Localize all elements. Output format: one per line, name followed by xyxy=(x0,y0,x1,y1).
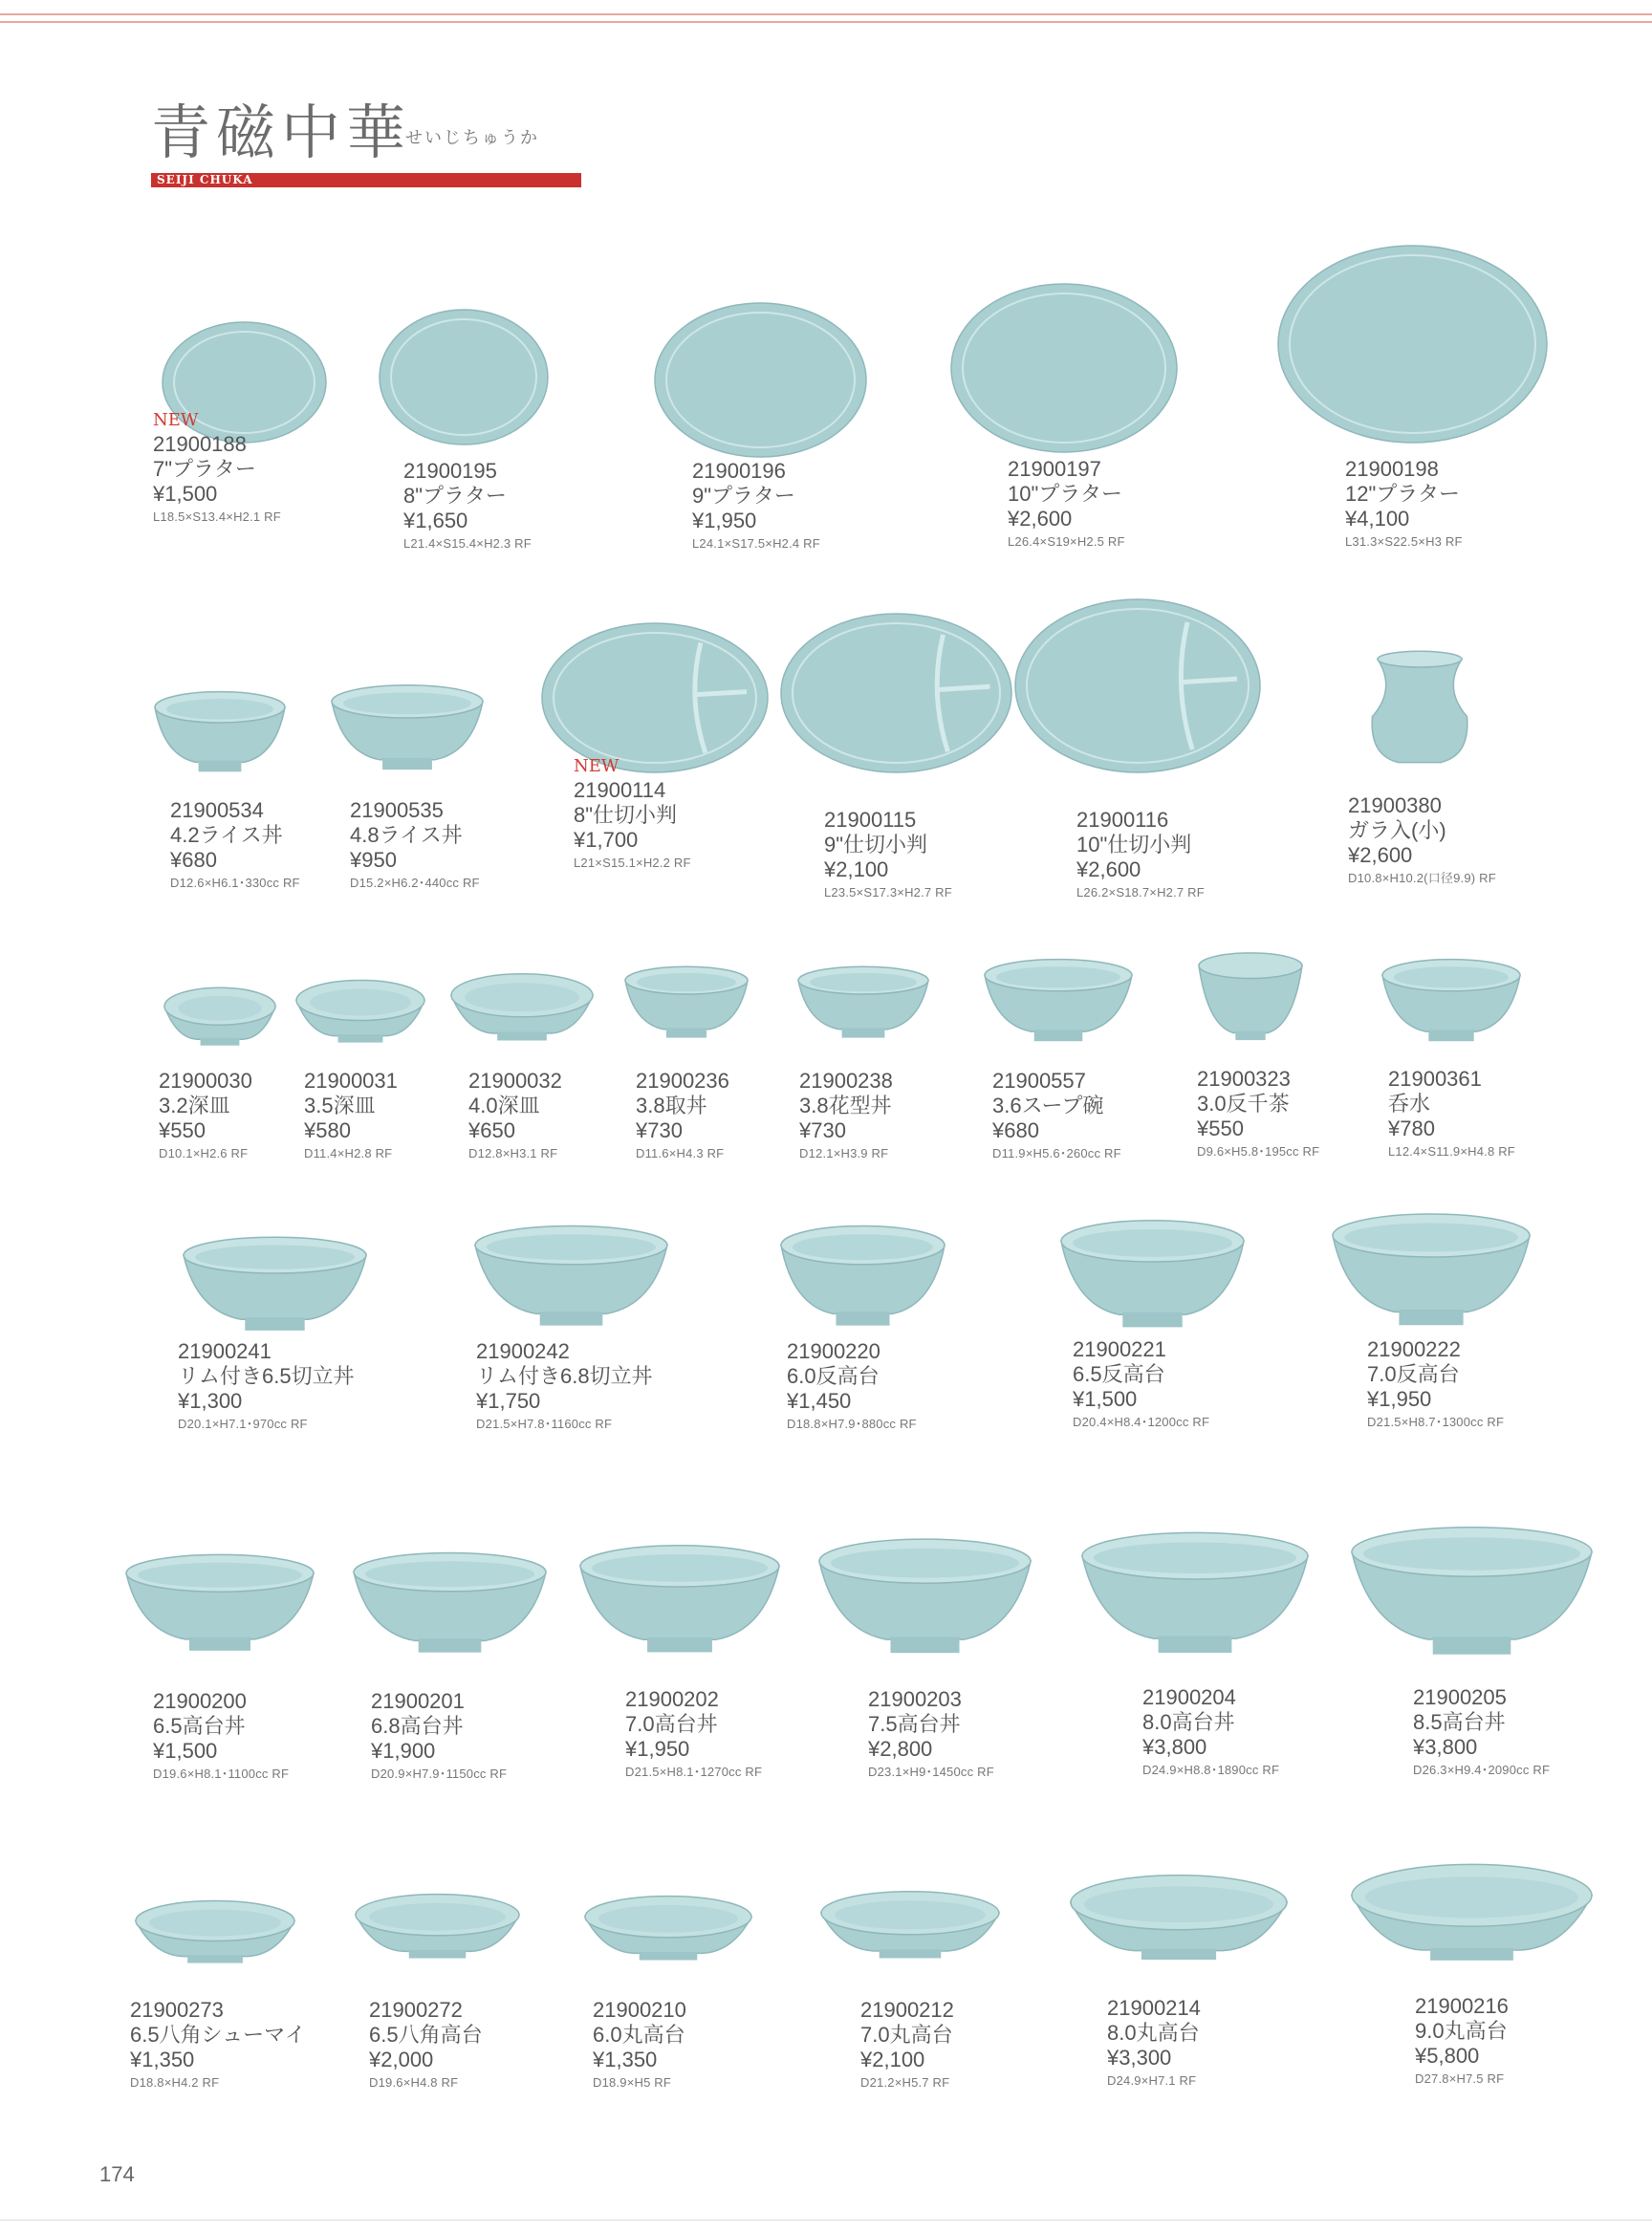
product-code: 21900535 xyxy=(350,798,444,822)
product-price: ¥1,350 xyxy=(593,2048,658,2071)
product-price: ¥1,950 xyxy=(625,1737,690,1761)
product-price: ¥1,950 xyxy=(1367,1387,1432,1411)
product-name: 6.0反高台 xyxy=(787,1364,880,1388)
top-rule xyxy=(0,13,1652,15)
product-info xyxy=(1345,457,1463,551)
product-name: 呑水 xyxy=(1388,1092,1431,1116)
product-photo xyxy=(1013,597,1262,774)
product-photo xyxy=(779,612,1013,774)
product-name: 7.0丸高台 xyxy=(860,2023,953,2047)
product-dimensions: D26.3×H9.4･2090cc RF xyxy=(1413,1763,1551,1777)
page-title: 青磁中華 xyxy=(151,98,412,167)
product-price: ¥650 xyxy=(468,1118,515,1142)
product-price: ¥2,100 xyxy=(824,857,889,881)
product-code: 21900534 xyxy=(170,798,264,822)
product-code: 21900195 xyxy=(403,459,497,483)
product-photo xyxy=(153,688,287,774)
top-rule xyxy=(0,21,1652,23)
product-dimensions: D21.5×H8.7･1300cc RF xyxy=(1367,1415,1505,1429)
product-photo xyxy=(163,985,277,1047)
product-price: ¥5,800 xyxy=(1415,2044,1480,2068)
product-photo xyxy=(623,964,750,1040)
product-photo xyxy=(1331,1209,1532,1329)
product-info xyxy=(1008,457,1125,551)
product-photo xyxy=(1367,650,1472,765)
product-name: 8.0丸高台 xyxy=(1107,2021,1200,2045)
product-code: 21900236 xyxy=(636,1069,729,1093)
product-photo xyxy=(1276,244,1549,444)
product-info xyxy=(1073,1337,1209,1431)
product-code: 21900205 xyxy=(1413,1685,1507,1709)
product-name: 6.5八角高台 xyxy=(369,2023,483,2047)
product-info xyxy=(860,1998,954,2092)
product-price: ¥1,900 xyxy=(371,1739,436,1763)
product-code: 21900361 xyxy=(1388,1067,1482,1091)
product-price: ¥1,300 xyxy=(178,1389,243,1413)
product-name: 6.5高台丼 xyxy=(153,1714,246,1738)
product-photo xyxy=(1380,956,1522,1044)
product-code: 21900238 xyxy=(799,1069,893,1093)
product-price: ¥3,800 xyxy=(1142,1735,1207,1759)
product-info xyxy=(1197,1067,1319,1160)
product-dimensions: D20.1×H7.1･970cc RF xyxy=(178,1417,308,1431)
product-photo xyxy=(796,964,930,1040)
product-code: 21900210 xyxy=(593,1998,686,2022)
product-name: 4.8ライス丼 xyxy=(350,823,463,847)
product-dimensions: L23.5×S17.3×H2.7 RF xyxy=(824,885,952,900)
product-info xyxy=(1142,1685,1279,1779)
product-dimensions: D20.9×H7.9･1150cc RF xyxy=(371,1767,508,1781)
product-price: ¥1,750 xyxy=(476,1389,541,1413)
product-info xyxy=(692,459,820,553)
product-code: 21900114 xyxy=(574,778,666,802)
product-dimensions: D12.1×H3.9 RF xyxy=(799,1146,889,1160)
product-dimensions: D18.8×H4.2 RF xyxy=(130,2075,220,2090)
product-name: 10"プラター xyxy=(1008,482,1123,506)
product-name: 3.6スープ碗 xyxy=(992,1094,1104,1117)
product-info xyxy=(824,808,952,901)
product-name: 6.5反高台 xyxy=(1073,1362,1165,1386)
product-name: 8"プラター xyxy=(403,484,507,508)
product-photo xyxy=(578,1541,781,1656)
product-price: ¥1,700 xyxy=(574,828,639,852)
product-name: 7.0高台丼 xyxy=(625,1712,718,1736)
product-photo xyxy=(819,1888,1001,1960)
product-price: ¥580 xyxy=(304,1118,351,1142)
product-photo xyxy=(330,682,485,772)
product-photo xyxy=(294,977,426,1044)
product-info xyxy=(178,1339,355,1433)
product-photo xyxy=(134,1897,296,1964)
product-info xyxy=(153,411,281,526)
product-dimensions: L21×S15.1×H2.2 RF xyxy=(574,856,691,870)
product-info xyxy=(787,1339,917,1433)
product-price: ¥3,800 xyxy=(1413,1735,1478,1759)
product-name: リム付き6.5切立丼 xyxy=(178,1364,355,1388)
product-dimensions: D19.6×H8.1･1100cc RF xyxy=(153,1767,290,1781)
product-code: 21900212 xyxy=(860,1998,954,2022)
product-info xyxy=(350,798,480,892)
product-name: 9"プラター xyxy=(692,484,795,508)
product-dimensions: D10.1×H2.6 RF xyxy=(159,1146,249,1160)
product-info xyxy=(593,1998,686,2092)
product-dimensions: L31.3×S22.5×H3 RF xyxy=(1345,534,1463,549)
product-code: 21900032 xyxy=(468,1069,562,1093)
product-info xyxy=(468,1069,562,1162)
product-info xyxy=(1413,1685,1550,1779)
product-photo xyxy=(817,1534,1032,1657)
product-info xyxy=(1367,1337,1504,1431)
footer-rule xyxy=(0,2220,1652,2221)
product-info xyxy=(1348,793,1496,887)
product-photo xyxy=(378,308,550,446)
product-photo xyxy=(473,1222,669,1329)
product-price: ¥730 xyxy=(636,1118,683,1142)
product-photo xyxy=(583,1893,753,1962)
product-price: ¥730 xyxy=(799,1118,846,1142)
product-code: 21900115 xyxy=(824,808,917,832)
product-info xyxy=(574,757,691,872)
product-photo xyxy=(354,1891,521,1960)
product-dimensions: D21.5×H8.1･1270cc RF xyxy=(625,1765,763,1779)
product-info xyxy=(304,1069,398,1162)
product-dimensions: D12.8×H3.1 RF xyxy=(468,1146,558,1160)
product-name: 7.5高台丼 xyxy=(868,1712,961,1736)
product-price: ¥680 xyxy=(992,1118,1039,1142)
product-name: 10"仕切小判 xyxy=(1076,833,1192,856)
product-price: ¥2,100 xyxy=(860,2048,925,2071)
product-code: 21900188 xyxy=(153,432,247,456)
product-dimensions: D15.2×H6.2･440cc RF xyxy=(350,876,480,890)
product-name: 12"プラター xyxy=(1345,482,1461,506)
product-dimensions: L18.5×S13.4×H2.1 RF xyxy=(153,509,281,524)
product-name: 6.0丸高台 xyxy=(593,2023,685,2047)
product-photo xyxy=(1059,1216,1246,1331)
product-price: ¥2,600 xyxy=(1076,857,1141,881)
product-price: ¥1,350 xyxy=(130,2048,195,2071)
product-price: ¥550 xyxy=(1197,1116,1244,1140)
product-price: ¥1,950 xyxy=(692,509,757,532)
product-code: 21900031 xyxy=(304,1069,398,1093)
product-info xyxy=(476,1339,653,1433)
product-code: 21900116 xyxy=(1076,808,1169,832)
page-title-reading: せいじちゅうか xyxy=(405,128,539,148)
product-name: 8.0高台丼 xyxy=(1142,1710,1235,1734)
product-price: ¥2,600 xyxy=(1008,507,1073,531)
product-dimensions: L26.4×S19×H2.5 RF xyxy=(1008,534,1125,549)
product-price: ¥1,500 xyxy=(153,1739,218,1763)
product-photo xyxy=(1350,1859,1594,1962)
product-price: ¥3,300 xyxy=(1107,2046,1172,2070)
product-info xyxy=(1388,1067,1515,1160)
product-dimensions: L21.4×S15.4×H2.3 RF xyxy=(403,536,532,551)
product-info xyxy=(371,1689,507,1783)
product-price: ¥780 xyxy=(1388,1116,1435,1140)
page-number: 174 xyxy=(99,2162,135,2186)
product-code: 21900323 xyxy=(1197,1067,1291,1091)
product-photo xyxy=(983,956,1134,1044)
product-code: 21900202 xyxy=(625,1687,719,1711)
product-code: 21900221 xyxy=(1073,1337,1166,1361)
product-price: ¥4,100 xyxy=(1345,507,1410,531)
product-photo xyxy=(1080,1528,1310,1657)
product-info xyxy=(170,798,300,892)
product-price: ¥1,500 xyxy=(1073,1387,1138,1411)
product-code: 21900380 xyxy=(1348,793,1442,817)
product-name: 3.0反千茶 xyxy=(1197,1092,1290,1116)
product-name: 8.5高台丼 xyxy=(1413,1710,1506,1734)
product-name: 6.8高台丼 xyxy=(371,1714,464,1738)
product-name: 3.8花型丼 xyxy=(799,1094,892,1117)
product-code: 21900222 xyxy=(1367,1337,1461,1361)
product-info xyxy=(153,1689,289,1783)
product-code: 21900241 xyxy=(178,1339,272,1363)
new-badge: NEW xyxy=(574,756,620,776)
product-photo xyxy=(1069,1871,1289,1962)
product-code: 21900197 xyxy=(1008,457,1101,481)
product-code: 21900242 xyxy=(476,1339,570,1363)
product-dimensions: D23.1×H9･1450cc RF xyxy=(868,1765,994,1779)
product-name: リム付き6.8切立丼 xyxy=(476,1364,653,1388)
product-info xyxy=(868,1687,994,1781)
product-dimensions: L24.1×S17.5×H2.4 RF xyxy=(692,536,820,551)
product-info xyxy=(636,1069,729,1162)
product-photo xyxy=(449,970,595,1042)
product-name: 9.0丸高台 xyxy=(1415,2019,1508,2043)
product-dimensions: D24.9×H8.8･1890cc RF xyxy=(1142,1763,1280,1777)
product-info xyxy=(625,1687,762,1781)
product-photo xyxy=(1350,1522,1594,1658)
product-name: 4.0深皿 xyxy=(468,1094,540,1117)
product-info xyxy=(369,1998,483,2092)
product-name: 3.8取丼 xyxy=(636,1094,707,1117)
product-dimensions: D21.2×H5.7 RF xyxy=(860,2075,950,2090)
product-code: 21900204 xyxy=(1142,1685,1236,1709)
product-dimensions: D11.6×H4.3 RF xyxy=(636,1146,725,1160)
product-code: 21900198 xyxy=(1345,457,1439,481)
product-code: 21900216 xyxy=(1415,1994,1509,2018)
product-price: ¥2,800 xyxy=(868,1737,933,1761)
product-price: ¥1,650 xyxy=(403,509,468,532)
product-photo xyxy=(1197,951,1304,1042)
product-dimensions: D18.8×H7.9･880cc RF xyxy=(787,1417,917,1431)
product-info xyxy=(799,1069,893,1162)
product-info xyxy=(1107,1996,1201,2090)
product-dimensions: D18.9×H5 RF xyxy=(593,2075,672,2090)
product-name: ガラ入(小) xyxy=(1348,818,1446,842)
product-name: 8"仕切小判 xyxy=(574,803,678,827)
product-code: 21900201 xyxy=(371,1689,465,1713)
product-info xyxy=(992,1069,1121,1162)
product-name: 9"仕切小判 xyxy=(824,833,928,856)
product-info xyxy=(130,1998,306,2092)
product-name: 4.2ライス丼 xyxy=(170,823,283,847)
new-badge: NEW xyxy=(153,410,199,430)
product-price: ¥2,000 xyxy=(369,2048,434,2071)
product-price: ¥550 xyxy=(159,1118,206,1142)
product-dimensions: D21.5×H7.8･1160cc RF xyxy=(476,1417,613,1431)
product-name: 6.5八角シューマイ xyxy=(130,2023,306,2047)
product-info xyxy=(403,459,532,553)
product-price: ¥1,450 xyxy=(787,1389,852,1413)
product-dimensions: L26.2×S18.7×H2.7 RF xyxy=(1076,885,1205,900)
product-code: 21900200 xyxy=(153,1689,247,1713)
product-price: ¥950 xyxy=(350,848,397,872)
product-dimensions: D27.8×H7.5 RF xyxy=(1415,2071,1505,2086)
product-code: 21900030 xyxy=(159,1069,252,1093)
product-photo xyxy=(124,1550,315,1654)
product-dimensions: D11.4×H2.8 RF xyxy=(304,1146,393,1160)
product-photo xyxy=(182,1233,368,1333)
product-dimensions: D19.6×H4.8 RF xyxy=(369,2075,459,2090)
product-code: 21900272 xyxy=(369,1998,463,2022)
product-dimensions: D20.4×H8.4･1200cc RF xyxy=(1073,1415,1210,1429)
page-title-english: SEIJI CHUKA xyxy=(157,173,253,186)
product-info xyxy=(1415,1994,1509,2088)
product-photo xyxy=(779,1222,946,1329)
product-photo xyxy=(653,301,868,459)
product-price: ¥1,500 xyxy=(153,482,218,506)
product-name: 3.2深皿 xyxy=(159,1094,230,1117)
product-name: 3.5深皿 xyxy=(304,1094,376,1117)
product-dimensions: D11.9×H5.6･260cc RF xyxy=(992,1146,1121,1160)
product-info xyxy=(1076,808,1205,901)
product-name: 7.0反高台 xyxy=(1367,1362,1460,1386)
product-dimensions: L12.4×S11.9×H4.8 RF xyxy=(1388,1144,1515,1159)
product-photo xyxy=(352,1549,548,1656)
product-dimensions: D9.6×H5.8･195cc RF xyxy=(1197,1144,1320,1159)
product-price: ¥2,600 xyxy=(1348,843,1413,867)
product-dimensions: D12.6×H6.1･330cc RF xyxy=(170,876,300,890)
product-info xyxy=(159,1069,252,1162)
product-code: 21900196 xyxy=(692,459,786,483)
product-code: 21900557 xyxy=(992,1069,1086,1093)
product-code: 21900273 xyxy=(130,1998,224,2022)
product-photo xyxy=(949,282,1179,454)
product-price: ¥680 xyxy=(170,848,217,872)
product-code: 21900220 xyxy=(787,1339,880,1363)
product-photo xyxy=(540,621,770,774)
product-code: 21900214 xyxy=(1107,1996,1201,2020)
product-dimensions: D24.9×H7.1 RF xyxy=(1107,2073,1197,2088)
product-dimensions: D10.8×H10.2(口径9.9) RF xyxy=(1348,871,1496,885)
product-code: 21900203 xyxy=(868,1687,962,1711)
product-name: 7"プラター xyxy=(153,457,256,481)
